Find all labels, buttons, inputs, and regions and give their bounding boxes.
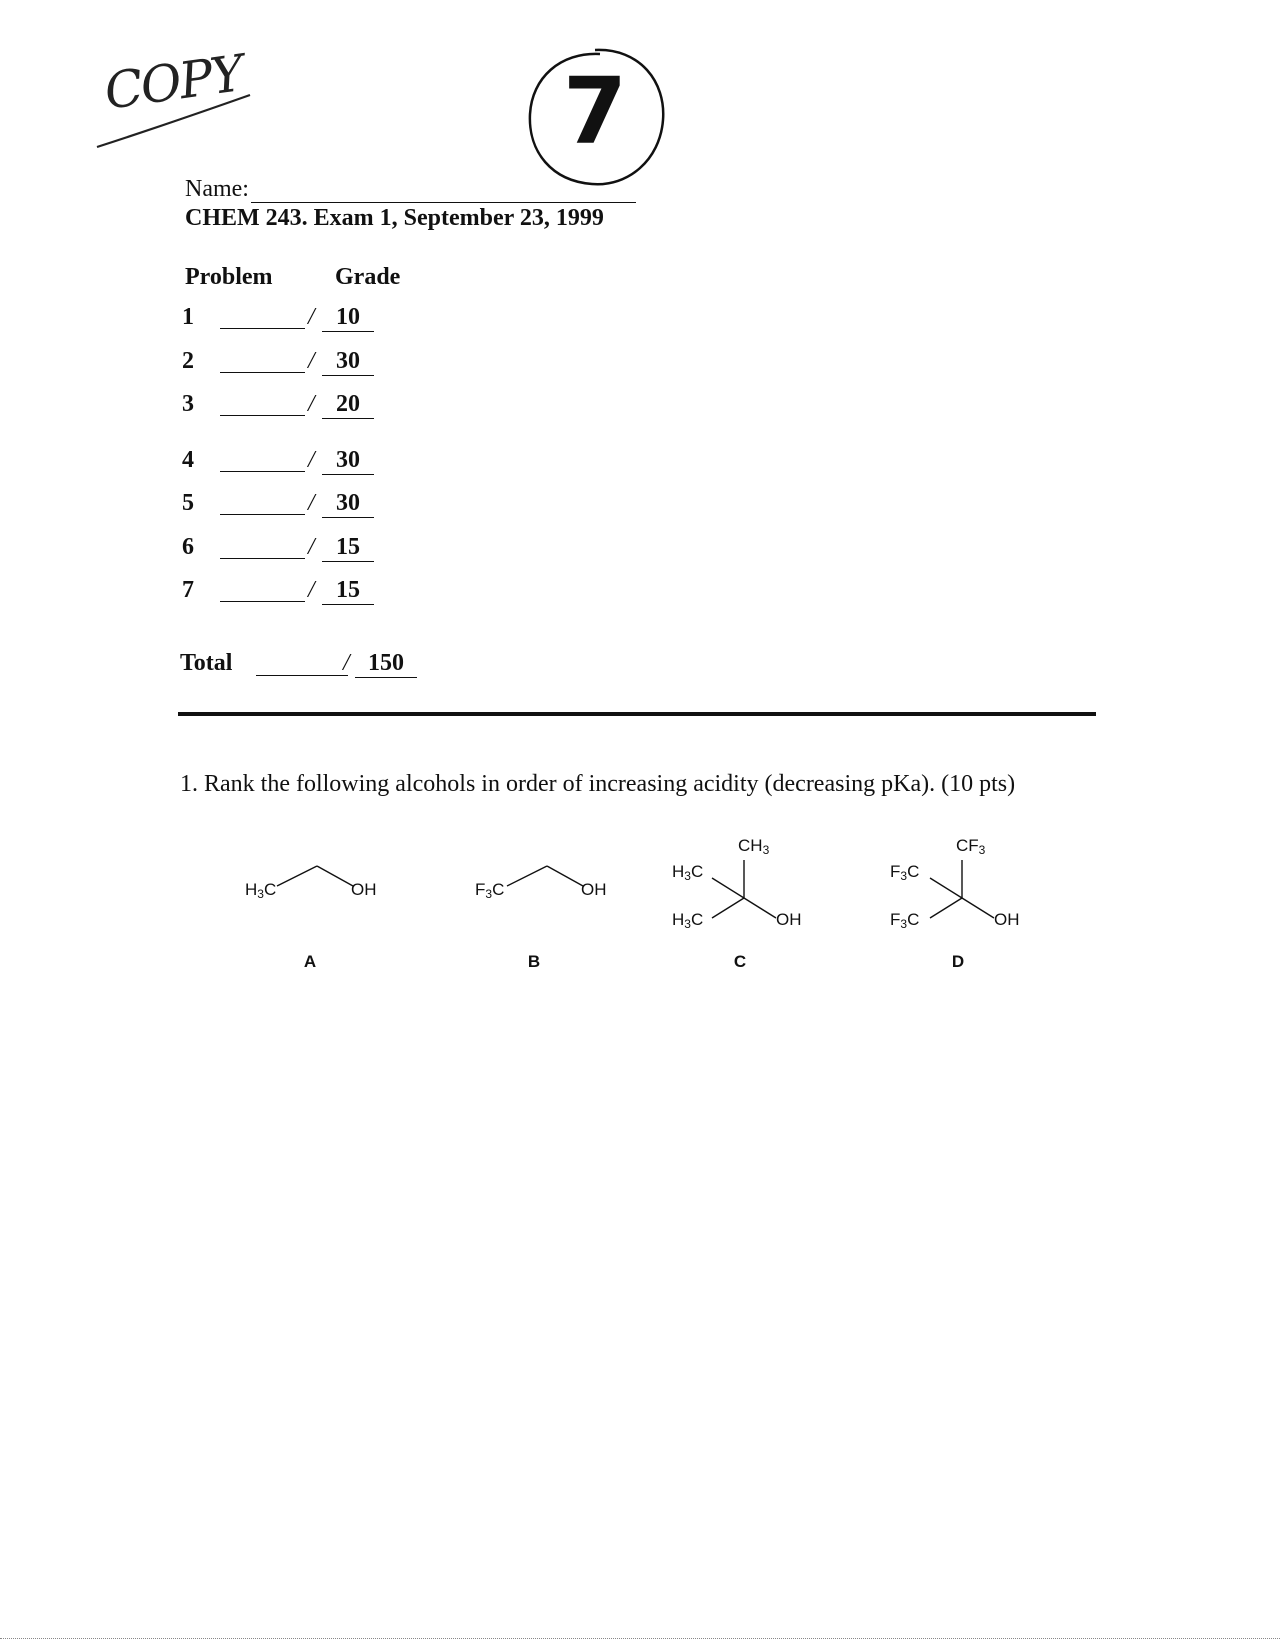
- circled-page-number: [520, 42, 670, 192]
- score-blank[interactable]: [220, 328, 305, 329]
- max-points: 30: [322, 490, 374, 518]
- molecule-d: [890, 836, 1030, 932]
- problem-number: 4: [182, 447, 194, 473]
- molecule-c-lower-left-group: $H_3C$: [672, 910, 704, 931]
- score-slash: /: [308, 577, 315, 603]
- score-slash: /: [308, 534, 315, 560]
- score-blank[interactable]: [220, 514, 305, 515]
- molecule-b-right-group: OH: [581, 880, 607, 899]
- score-blank[interactable]: [220, 471, 305, 472]
- problem-number: 2: [182, 348, 194, 374]
- score-slash: /: [308, 490, 315, 516]
- molecule-c-right-group: OH: [776, 910, 802, 929]
- score-blank[interactable]: [220, 601, 305, 602]
- problem-number: 6: [182, 534, 194, 560]
- problem-number: 5: [182, 490, 194, 516]
- scan-edge-noise: [0, 1638, 1280, 1643]
- copy-text: COPY: [100, 44, 246, 121]
- molecule-c-top-group: $CH_3$: [738, 836, 770, 857]
- max-points: 30: [322, 447, 374, 475]
- problem-number: 3: [182, 391, 194, 417]
- molecule-a-right-group: OH: [351, 880, 377, 899]
- total-row: [180, 650, 440, 680]
- name-label: Name:: [185, 176, 249, 202]
- problem-number: 7: [182, 577, 194, 603]
- copy-handwritten-mark: [95, 44, 255, 150]
- score-blank[interactable]: [220, 558, 305, 559]
- total-score-blank[interactable]: [256, 675, 348, 676]
- score-slash: /: [308, 348, 315, 374]
- score-slash: /: [308, 304, 315, 330]
- molecule-d-label: D: [951, 952, 965, 971]
- score-blank[interactable]: [220, 372, 305, 373]
- molecule-a-left-group: $H_3C$: [245, 880, 277, 901]
- copy-strikethrough: [95, 55, 255, 150]
- score-blank[interactable]: [220, 415, 305, 416]
- max-points: 15: [322, 534, 374, 562]
- total-max-points: 150: [355, 650, 417, 678]
- name-blank-line[interactable]: [251, 180, 636, 203]
- name-field-row: [185, 176, 636, 203]
- total-label: Total: [180, 650, 233, 676]
- molecule-b: [475, 860, 615, 910]
- score-slash: /: [308, 447, 315, 473]
- max-points: 10: [322, 304, 374, 332]
- molecule-d-upper-left-group: $F_3C$: [890, 862, 920, 883]
- max-points: 15: [322, 577, 374, 605]
- exam-title: CHEM 243. Exam 1, September 23, 1999: [185, 205, 604, 231]
- molecule-c: [672, 836, 812, 932]
- question-1-text: 1. Rank the following alcohols in order of increasing acidity (decreasing pKa). (10 pts): [180, 771, 1016, 797]
- molecule-a-label: A: [303, 952, 317, 971]
- problem-column-header: Problem: [185, 264, 273, 290]
- score-slash: /: [308, 391, 315, 417]
- molecule-a: [245, 860, 385, 910]
- circled-digit: 7: [562, 58, 627, 165]
- max-points: 20: [322, 391, 374, 419]
- molecule-b-label: B: [527, 952, 541, 971]
- molecule-d-right-group: OH: [994, 910, 1020, 929]
- max-points: 30: [322, 348, 374, 376]
- molecule-c-upper-left-group: $H_3C$: [672, 862, 704, 883]
- problem-number: 1: [182, 304, 194, 330]
- total-slash: /: [343, 650, 350, 676]
- section-divider: [178, 712, 1096, 716]
- molecule-d-lower-left-group: $F_3C$: [890, 910, 920, 931]
- molecule-d-top-group: $CF_3$: [956, 836, 986, 857]
- grade-column-header: Grade: [335, 264, 401, 290]
- molecule-b-left-group: $F_3C$: [475, 880, 505, 901]
- molecule-c-label: C: [733, 952, 747, 971]
